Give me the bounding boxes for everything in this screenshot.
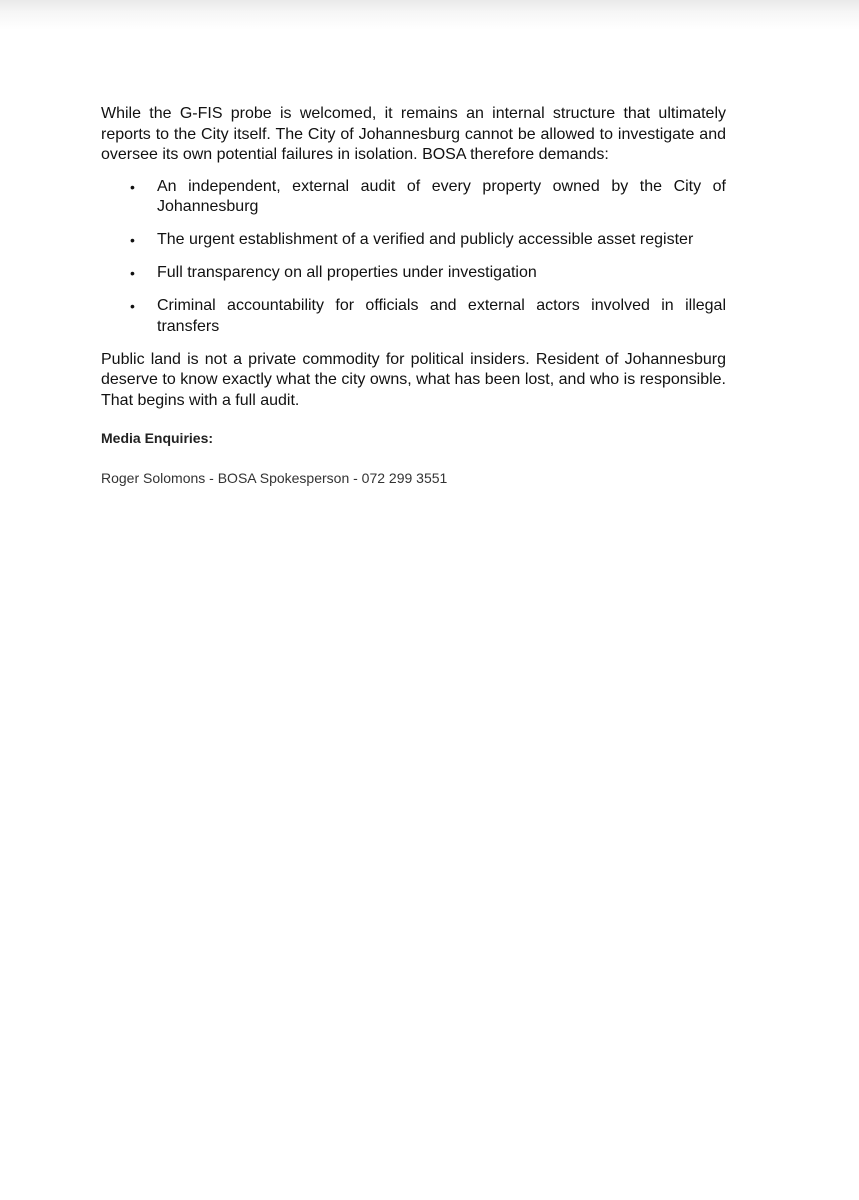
demands-list [101,177,726,338]
demand-text: Full transparency on all properties under investigation [157,264,537,281]
intro-paragraph: While the G-FIS probe is welcomed, it remains an internal structure that ultimately reports to the City itself. The City of Johannesburg cannot be allowed to investigate and oversee its own potential failures in isolation. BOSA therefore demands: [101,105,726,163]
list-item [101,263,726,284]
spokesperson-contact: Roger Solomons - BOSA Spokesperson - 072 299 3551 [101,470,448,486]
closing-paragraph: Public land is not a private commodity for political insiders. Resident of Johannesburg deserve to know exactly what the city owns, what has been lost, and who is responsible. That begins with a full audit. [101,350,726,409]
demand-text: Criminal accountability for officials and external actors involved in illegal transfers [157,297,726,335]
page-top-shadow [0,0,859,30]
document-page [101,104,726,487]
media-enquiries-heading: Media Enquiries: [101,430,214,446]
demand-text: An independent, external audit of every property owned by the City of Johannesburg [157,177,726,215]
bullet-icon: • [130,232,135,248]
bullet-icon: • [130,178,135,195]
bullet-icon: • [130,265,135,281]
list-item [101,177,726,218]
list-item [101,296,726,337]
demand-text: The urgent establishment of a verified and publicly accessible asset register [157,231,694,248]
bullet-icon: • [130,298,135,314]
list-item [101,230,726,251]
